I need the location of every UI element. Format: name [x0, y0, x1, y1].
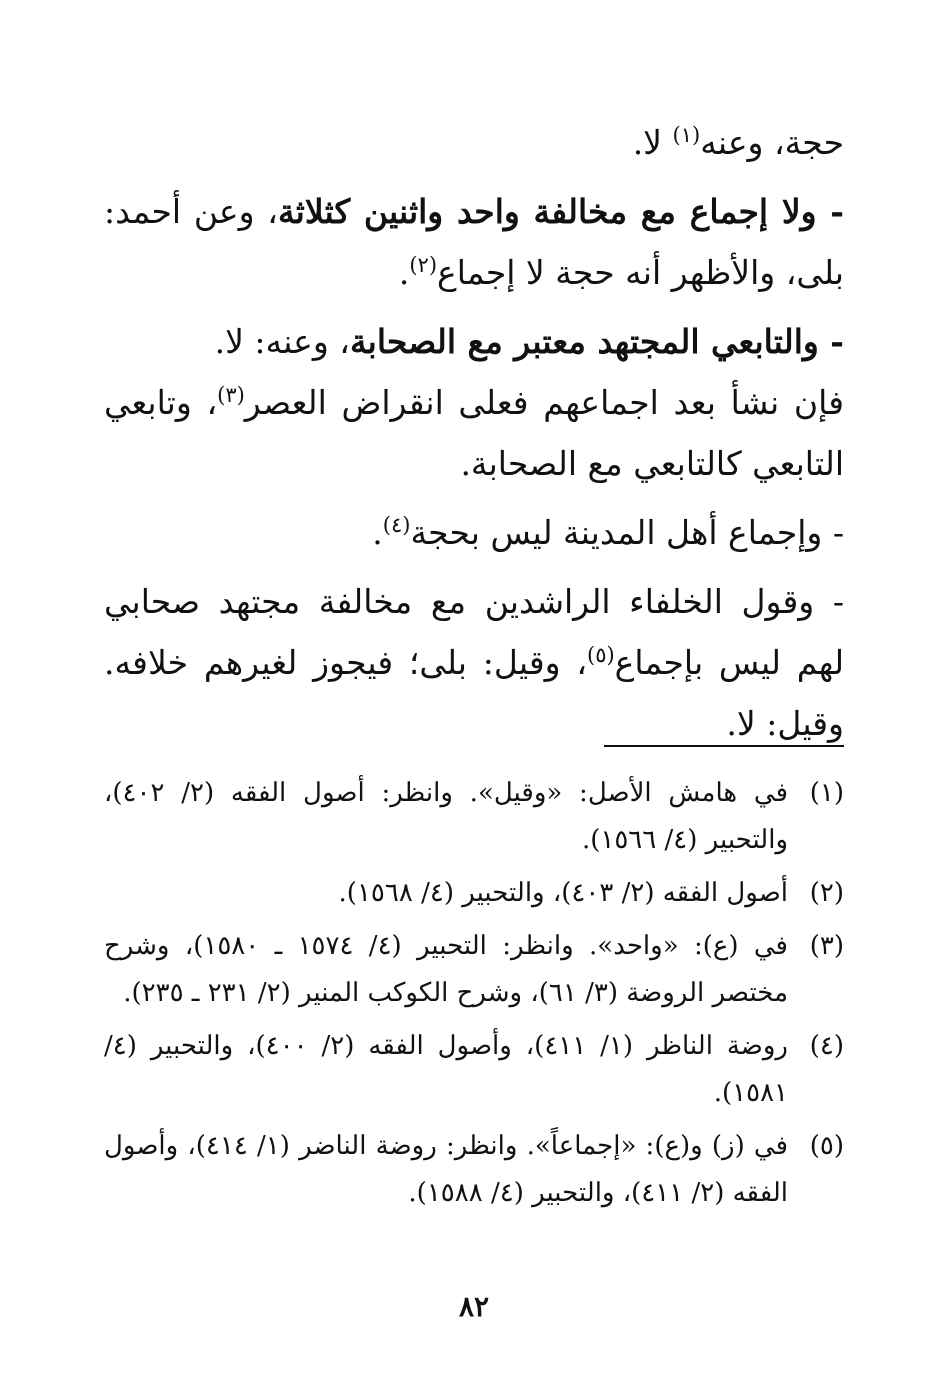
paragraph-text: .: [398, 253, 410, 292]
footnote-ref: (١): [672, 123, 701, 147]
bold-heading: - والتابعي المجتهد معتبر مع الصحابة: [349, 322, 844, 361]
paragraph-text: - وإجماع أهل المدينة ليس بحجة: [410, 513, 844, 552]
paragraph-text: حجة، وعنه: [700, 123, 844, 162]
footnote-ref: (٤): [382, 513, 411, 537]
paragraph-text: لا.: [632, 123, 673, 162]
bold-heading: - ولا إجماع مع مخالفة واحد واثنين كثلاثة: [277, 192, 844, 231]
footnote: [104, 1023, 844, 1117]
paragraph-text: ، وتابعي التابعي كالتابعي مع الصحابة.: [104, 383, 844, 483]
paragraph-text: .: [372, 513, 383, 552]
footnote-number: (٤): [809, 1031, 844, 1061]
footnote-number: (٥): [809, 1131, 844, 1161]
footnote: [104, 770, 844, 864]
paragraph: [104, 502, 844, 563]
footnote-number: (٢): [809, 878, 844, 908]
footnote: [104, 870, 844, 917]
paragraph: [104, 311, 844, 372]
paragraph-text: ، وقيل: بلى؛ فيجوز لغيرهم خلافه. وقيل: لا.: [104, 643, 844, 743]
paragraph-text: ، وعن أحمد: بلى، والأظهر أنه حجة لا إجماع: [104, 192, 844, 292]
paragraph-text: فإن نشأ بعد اجماعهم فعلى انقراض العصر: [244, 383, 844, 422]
paragraph-text: - وقول الخلفاء الراشدين مع مخالفة مجتهد صحابي لهم ليس بإجماع: [104, 582, 844, 682]
paragraph: [104, 112, 844, 173]
paragraph-text: ، وعنه: لا.: [214, 322, 350, 361]
main-text: [104, 112, 844, 754]
footnote: [104, 1123, 844, 1217]
paragraph: [104, 571, 844, 754]
footnote-text: أصول الفقه (٢/ ٤٠٣)، والتحبير (٤/ ١٥٦٨).: [338, 878, 788, 908]
footnote-text: في (ز) و(ع): «إجماعاً». وانظر: روضة الناضر (١/ ٤١٤)، وأصول الفقه (٢/ ٤١١)، والتحبير (٤/ ١٥٨٨).: [104, 1131, 789, 1208]
footnote-number: (١): [809, 778, 844, 808]
footnote-text: روضة الناظر (١/ ٤١١)، وأصول الفقه (٢/ ٤٠٠)، والتحبير (٤/ ١٥٨١).: [104, 1031, 788, 1108]
footnote-text: في هامش الأصل: «وقيل». وانظر: أصول الفقه (٢/ ٤٠٢)، والتحبير (٤/ ١٥٦٦).: [104, 778, 788, 855]
footnote-ref: (٢): [409, 253, 438, 277]
footnotes: [104, 770, 844, 1223]
footnote: [104, 923, 844, 1017]
footnote-text: في (ع): «واحد». وانظر: التحبير (٤/ ١٥٧٤ ـ ١٥٨٠)، وشرح مختصر الروضة (٣/ ٦١)، وشرح الكوكب المنير (٢/ ٢٣١ ـ ٢٣٥).: [104, 931, 788, 1008]
page-number: ٨٢: [458, 1290, 490, 1323]
footnote-ref: (٣): [217, 383, 245, 407]
footnote-divider: [604, 745, 844, 747]
paragraph: [104, 372, 844, 494]
paragraph: [104, 181, 844, 303]
footnote-number: (٣): [809, 931, 844, 961]
footnote-ref: (٥): [586, 643, 615, 667]
